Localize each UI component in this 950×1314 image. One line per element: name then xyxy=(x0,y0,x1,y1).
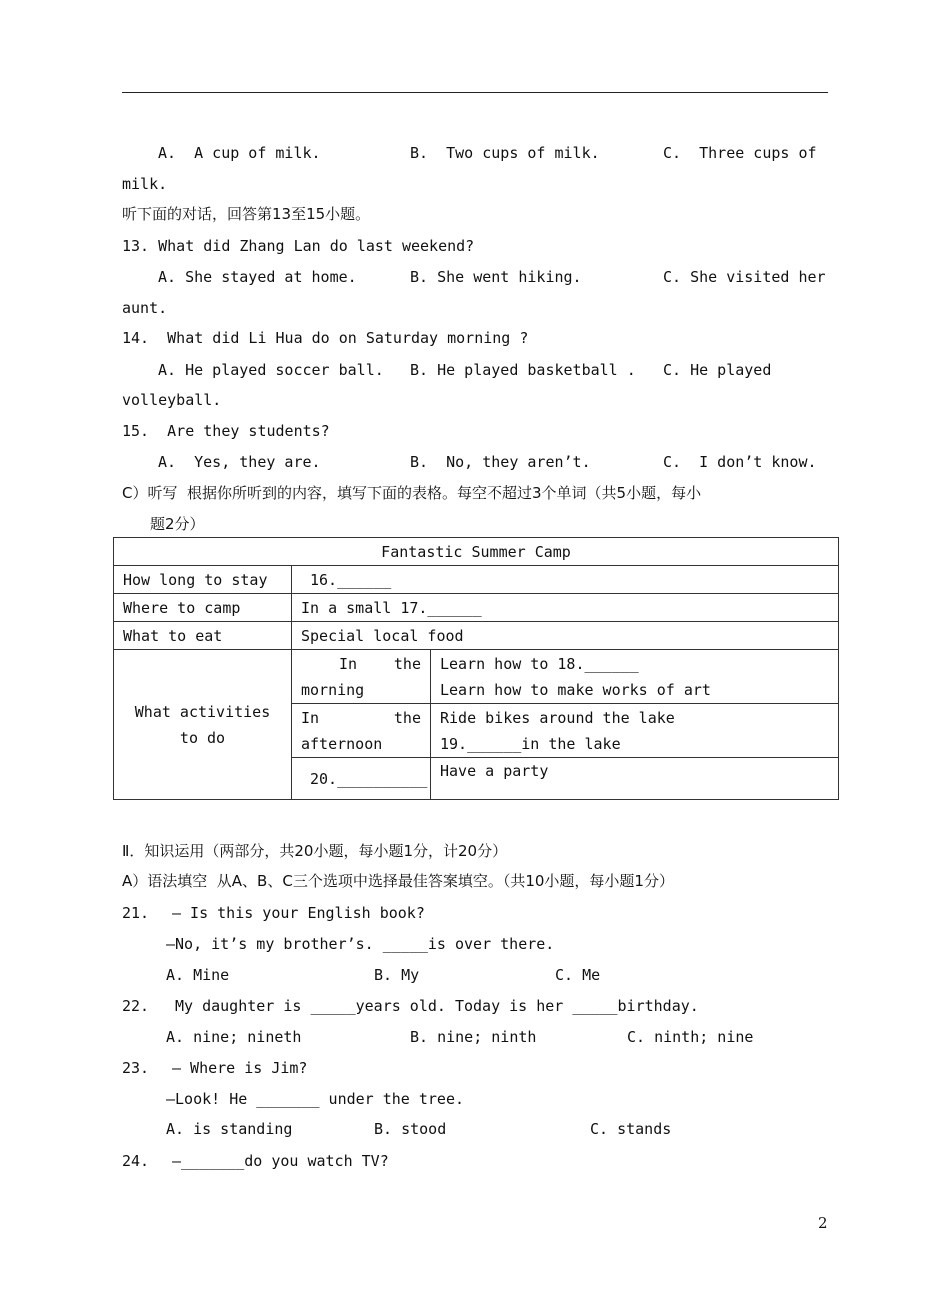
q14-option-b: B. He played basketball . xyxy=(410,361,636,379)
q23-line2: –Look! He _______ under the tree. xyxy=(166,1090,465,1108)
q12-option-c-continued: milk. xyxy=(122,175,168,193)
row-label-stay: How long to stay xyxy=(114,566,292,594)
q12-option-c: C. Three cups of xyxy=(663,144,817,162)
part2-heading: Ⅱ．知识运用（两部分，共20小题，每小题1分，计20分） xyxy=(122,842,508,860)
q21-line1: – Is this your English book? xyxy=(172,904,425,922)
afternoon-word-in: In xyxy=(301,708,320,727)
table-title: Fantastic Summer Camp xyxy=(114,538,839,566)
activities-label-line1: What activities xyxy=(134,702,271,721)
q13-option-c-continued: aunt. xyxy=(122,299,168,317)
section-c-instruction: C）听写 根据你所听到的内容，填写下面的表格。每空不超过3个单词（共5小题，每小 xyxy=(122,484,702,502)
q24-number: 24. xyxy=(122,1152,150,1170)
afternoon-word: afternoon xyxy=(301,734,383,753)
q14-option-c-continued: volleyball. xyxy=(122,391,222,409)
time-morning xyxy=(292,650,431,704)
part2-section-a: A）语法填空 从A、B、C三个选项中选择最佳答案填空。（共10小题，每小题1分） xyxy=(122,872,674,890)
row-label-eat: What to eat xyxy=(114,622,292,650)
morning-activities xyxy=(431,650,839,704)
q13-stem: 13. What did Zhang Lan do last weekend? xyxy=(122,237,475,255)
afternoon-activity-1: Ride bikes around the lake xyxy=(440,708,675,727)
q12-option-b: B. Two cups of milk. xyxy=(410,144,600,162)
q21-option-c: C. Me xyxy=(555,966,601,984)
time-afternoon xyxy=(292,704,431,758)
q24-line1: –_______do you watch TV? xyxy=(172,1152,389,1170)
q23-option-c: C. stands xyxy=(590,1120,672,1138)
q23-number: 23. xyxy=(122,1059,150,1077)
blank-19[interactable]: 19.______in the lake xyxy=(440,734,621,753)
blank-16[interactable]: 16.______ xyxy=(292,566,839,594)
row-label-where: Where to camp xyxy=(114,594,292,622)
q15-option-b: B. No, they aren’t. xyxy=(410,453,591,471)
q22-option-b: B. nine; ninth xyxy=(410,1028,537,1046)
afternoon-word-the: the xyxy=(393,708,421,727)
q23-option-a: A. is standing xyxy=(166,1120,293,1138)
q22-number: 22. xyxy=(122,997,150,1015)
q13-option-c: C. She visited her xyxy=(663,268,826,286)
q13-option-a: A. She stayed at home. xyxy=(158,268,357,286)
eat-value: Special local food xyxy=(292,622,839,650)
q14-stem: 14. What did Li Hua do on Saturday morning ? xyxy=(122,329,529,347)
evening-activity: Have a party xyxy=(431,758,839,800)
q23-line1: – Where is Jim? xyxy=(172,1059,308,1077)
q21-line2: –No, it’s my brother’s. _____is over there. xyxy=(166,935,555,953)
morning-activity-2: Learn how to make works of art xyxy=(440,680,711,699)
instruction-13-15: 听下面的对话，回答第13至15小题。 xyxy=(122,205,371,223)
activities-label-line2: to do xyxy=(179,728,226,747)
q15-option-a: A. Yes, they are. xyxy=(158,453,321,471)
summer-camp-table xyxy=(113,537,839,800)
morning-word-the: the xyxy=(393,654,421,673)
page-number: 2 xyxy=(818,1214,828,1232)
q14-option-a: A. He played soccer ball. xyxy=(158,361,384,379)
blank-18[interactable]: Learn how to 18.______ xyxy=(440,654,639,673)
q23-option-b: B. stood xyxy=(374,1120,447,1138)
q21-option-a: A. Mine xyxy=(166,966,230,984)
q22-option-c: C. ninth; nine xyxy=(627,1028,754,1046)
q13-option-b: B. She went hiking. xyxy=(410,268,582,286)
q15-stem: 15. Are they students? xyxy=(122,422,330,440)
blank-20[interactable]: 20.__________ xyxy=(292,758,431,800)
morning-word: morning xyxy=(301,680,365,699)
row-label-activities xyxy=(114,650,292,800)
afternoon-activities xyxy=(431,704,839,758)
q22-line1: My daughter is _____years old. Today is her _____birthday. xyxy=(175,997,699,1015)
section-c-instruction-cont: 题2分） xyxy=(150,515,205,533)
q21-option-b: B. My xyxy=(374,966,420,984)
q21-number: 21. xyxy=(122,904,150,922)
q22-option-a: A. nine; nineth xyxy=(166,1028,302,1046)
q15-option-c: C. I don’t know. xyxy=(663,453,817,471)
q14-option-c: C. He played xyxy=(663,361,772,379)
header-rule xyxy=(122,92,828,93)
blank-17[interactable]: In a small 17.______ xyxy=(292,594,839,622)
morning-word-in: In xyxy=(339,654,358,673)
q12-option-a: A. A cup of milk. xyxy=(158,144,321,162)
